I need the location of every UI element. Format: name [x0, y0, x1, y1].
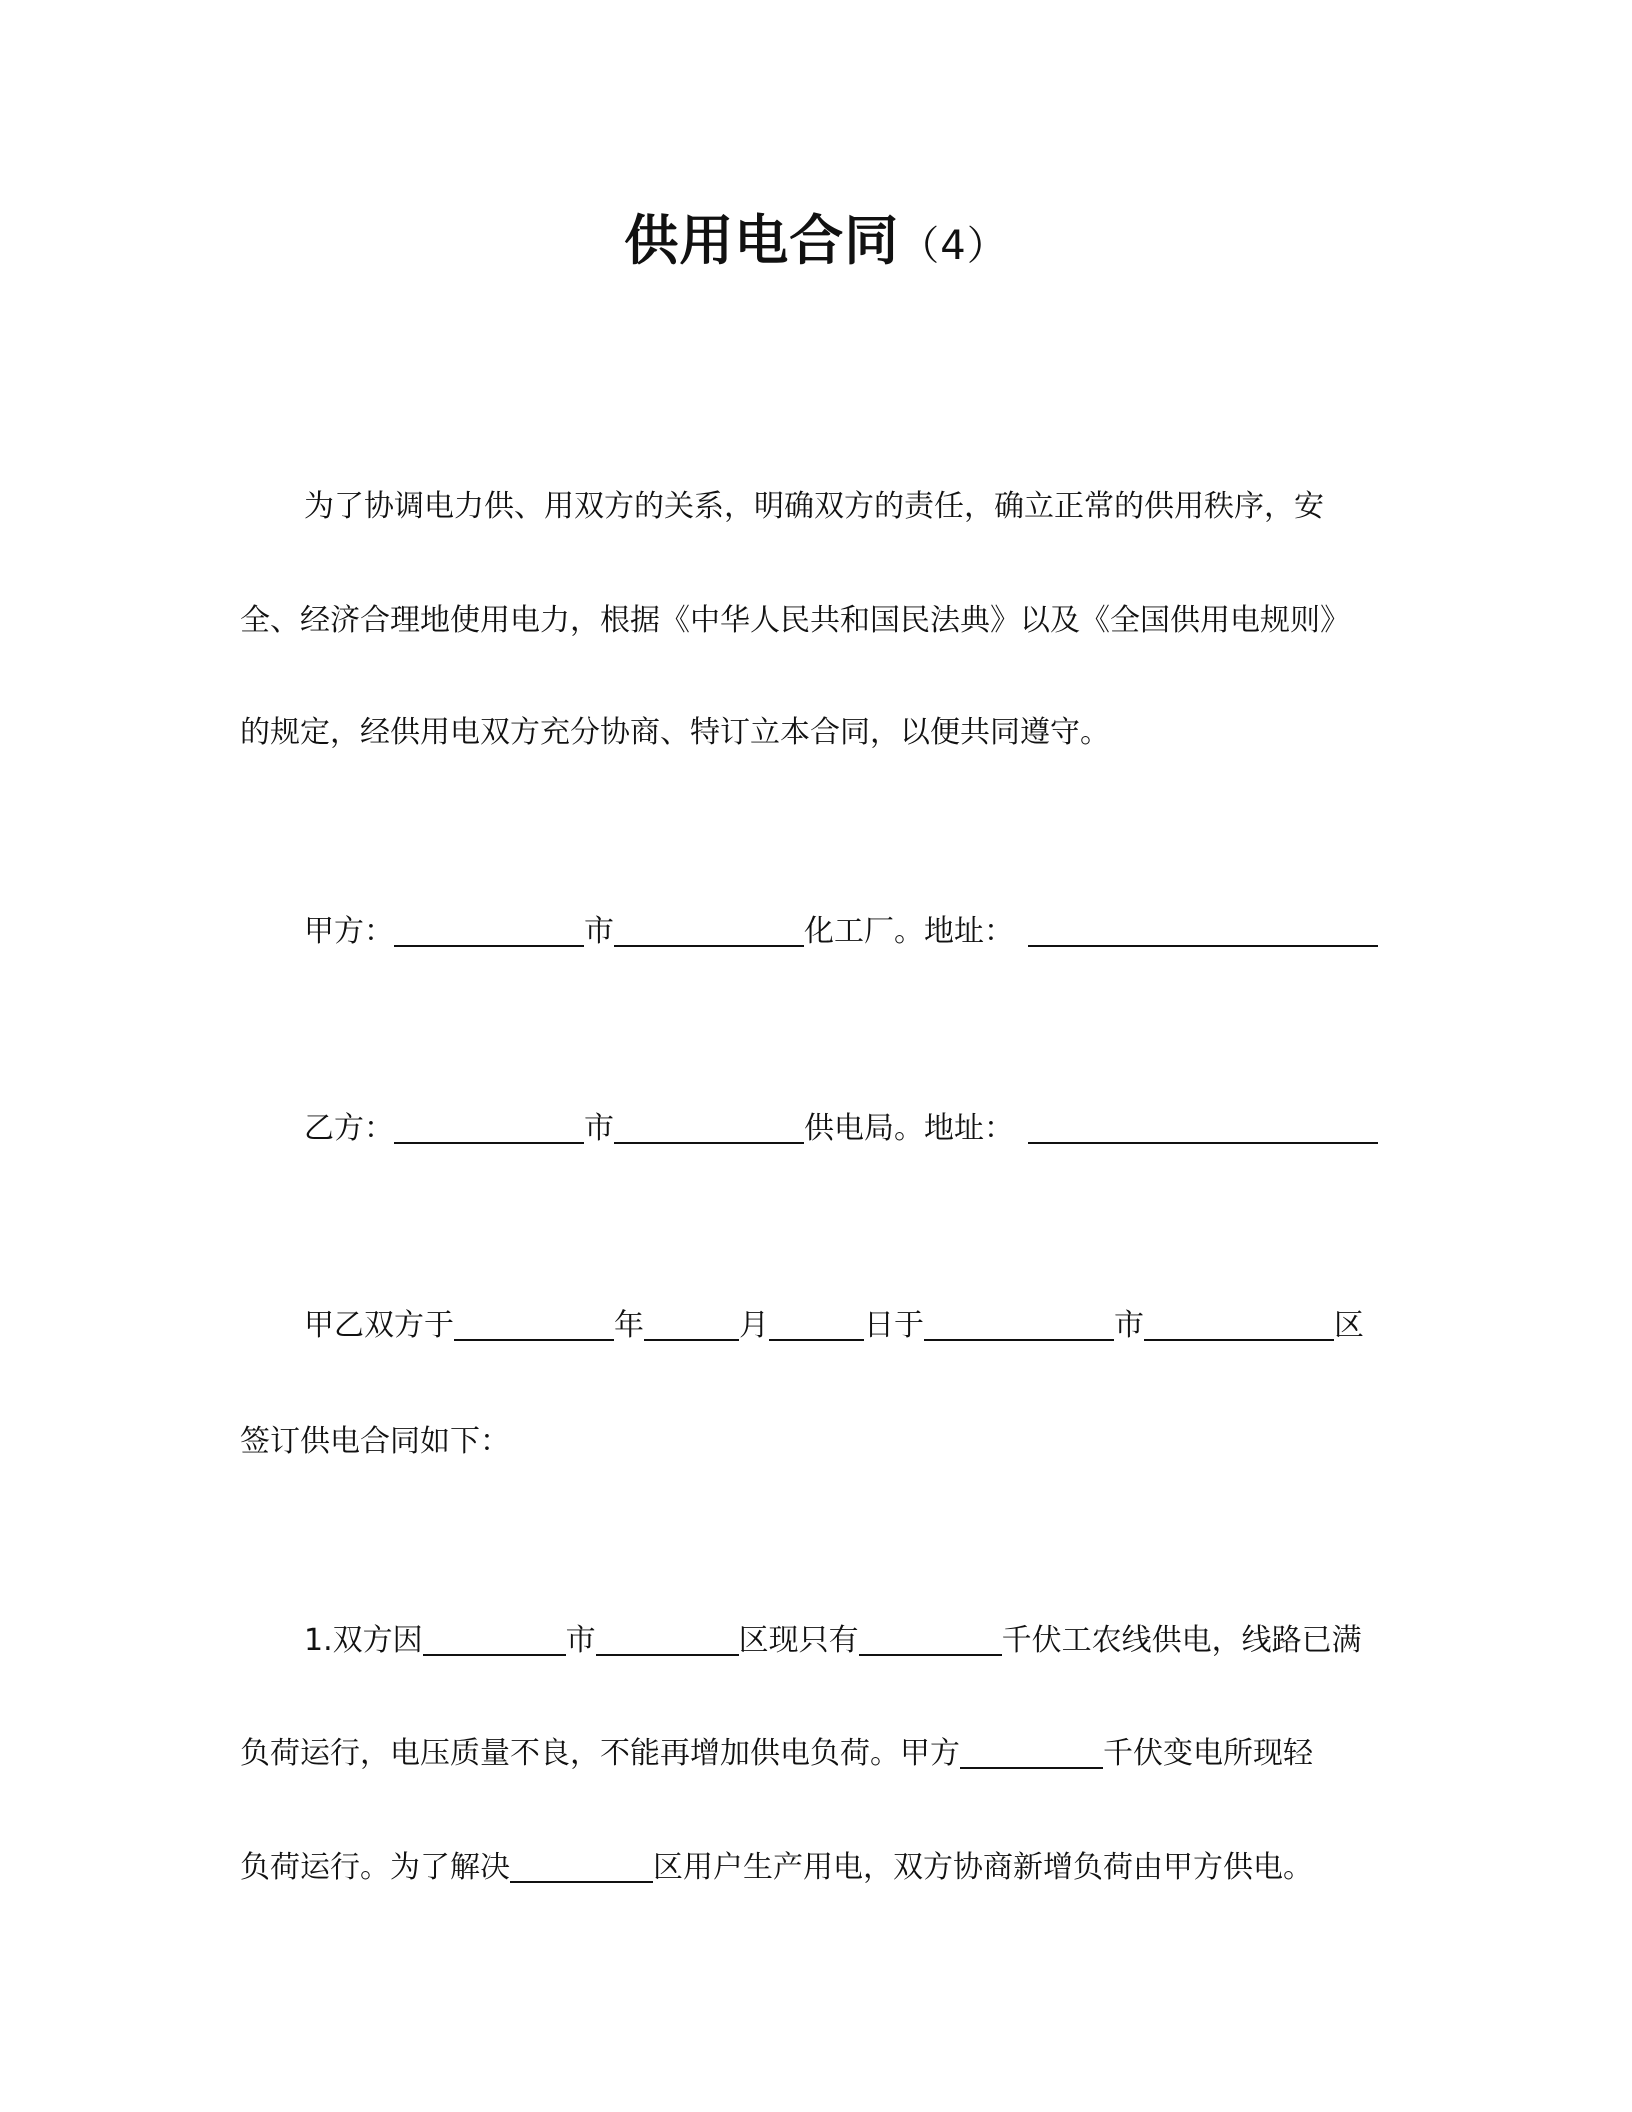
clause-1-district-label: 区现只有: [738, 1623, 859, 1658]
clause-1-city-blank[interactable]: [423, 1620, 566, 1656]
signing-day-blank[interactable]: [769, 1305, 864, 1341]
intro-line-1: 为了协调电力供、用双方的关系，明确双方的责任，确立正常的供用秩序，安: [304, 489, 1324, 524]
clause-1-line-2-prefix: 负荷运行，电压质量不良，不能再增加供电负荷。甲方: [240, 1736, 960, 1771]
title-main: 供用电合同: [624, 209, 900, 272]
clause-1-city-label: 市: [565, 1623, 596, 1658]
intro-line-3: 的规定，经供用电双方充分协商、特订立本合同，以便共同遵守。: [240, 715, 1110, 750]
intro-line-2: 全、经济合理地使用电力，根据《中华人民共和国民法典》以及《全国供用电规则》: [240, 603, 1350, 638]
party-a-line: [304, 911, 1378, 952]
clause-1-substation-kv-blank[interactable]: [960, 1733, 1103, 1769]
clause-1-district-blank[interactable]: [596, 1620, 739, 1656]
clause-1-line-2-rest: 千伏变电所现轻: [1103, 1736, 1313, 1771]
clause-1-line-3-prefix: 负荷运行。为了解决: [240, 1850, 510, 1885]
party-b-line: [304, 1108, 1378, 1149]
clause-1-line-2: [240, 1733, 1313, 1774]
party-a-city-label: 市: [584, 914, 614, 949]
signing-month-blank[interactable]: [644, 1305, 739, 1341]
title-number: （4）: [899, 223, 1008, 269]
signing-district-blank[interactable]: [1144, 1305, 1334, 1341]
party-b-city-blank[interactable]: [394, 1108, 584, 1144]
signing-month-label: 月: [739, 1308, 769, 1343]
signing-district-label: 区: [1334, 1308, 1364, 1343]
page-title: [0, 198, 1632, 275]
party-b-address-blank[interactable]: [1028, 1108, 1378, 1144]
signing-year-blank[interactable]: [454, 1305, 614, 1341]
clause-1-kv-blank[interactable]: [859, 1620, 1002, 1656]
signing-city-label: 市: [1114, 1308, 1144, 1343]
party-b-city-label: 市: [584, 1111, 614, 1146]
clause-1-line-3-rest: 区用户生产用电，双方协商新增负荷由甲方供电。: [653, 1850, 1313, 1885]
signing-year-label: 年: [614, 1308, 644, 1343]
signing-line-1: [304, 1305, 1364, 1346]
signing-line-2: 签订供电合同如下：: [240, 1424, 510, 1459]
party-a-org-label: 化工厂。地址：: [804, 914, 1014, 949]
party-a-address-blank[interactable]: [1028, 911, 1378, 947]
party-a-label: 甲方：: [304, 914, 394, 949]
party-b-org-label: 供电局。地址：: [804, 1111, 1014, 1146]
clause-1-prefix: 1.双方因: [304, 1623, 423, 1658]
signing-prefix: 甲乙双方于: [304, 1308, 454, 1343]
party-b-name-blank[interactable]: [614, 1108, 804, 1144]
party-a-name-blank[interactable]: [614, 911, 804, 947]
signing-city-blank[interactable]: [924, 1305, 1114, 1341]
signing-day-label: 日于: [864, 1308, 924, 1343]
clause-1-district-2-blank[interactable]: [510, 1847, 653, 1883]
clause-1-line-3: [240, 1847, 1313, 1888]
party-b-label: 乙方：: [304, 1111, 394, 1146]
party-a-city-blank[interactable]: [394, 911, 584, 947]
clause-1-rest-1: 千伏工农线供电，线路已满: [1001, 1623, 1362, 1658]
clause-1-line-1: [304, 1620, 1362, 1661]
